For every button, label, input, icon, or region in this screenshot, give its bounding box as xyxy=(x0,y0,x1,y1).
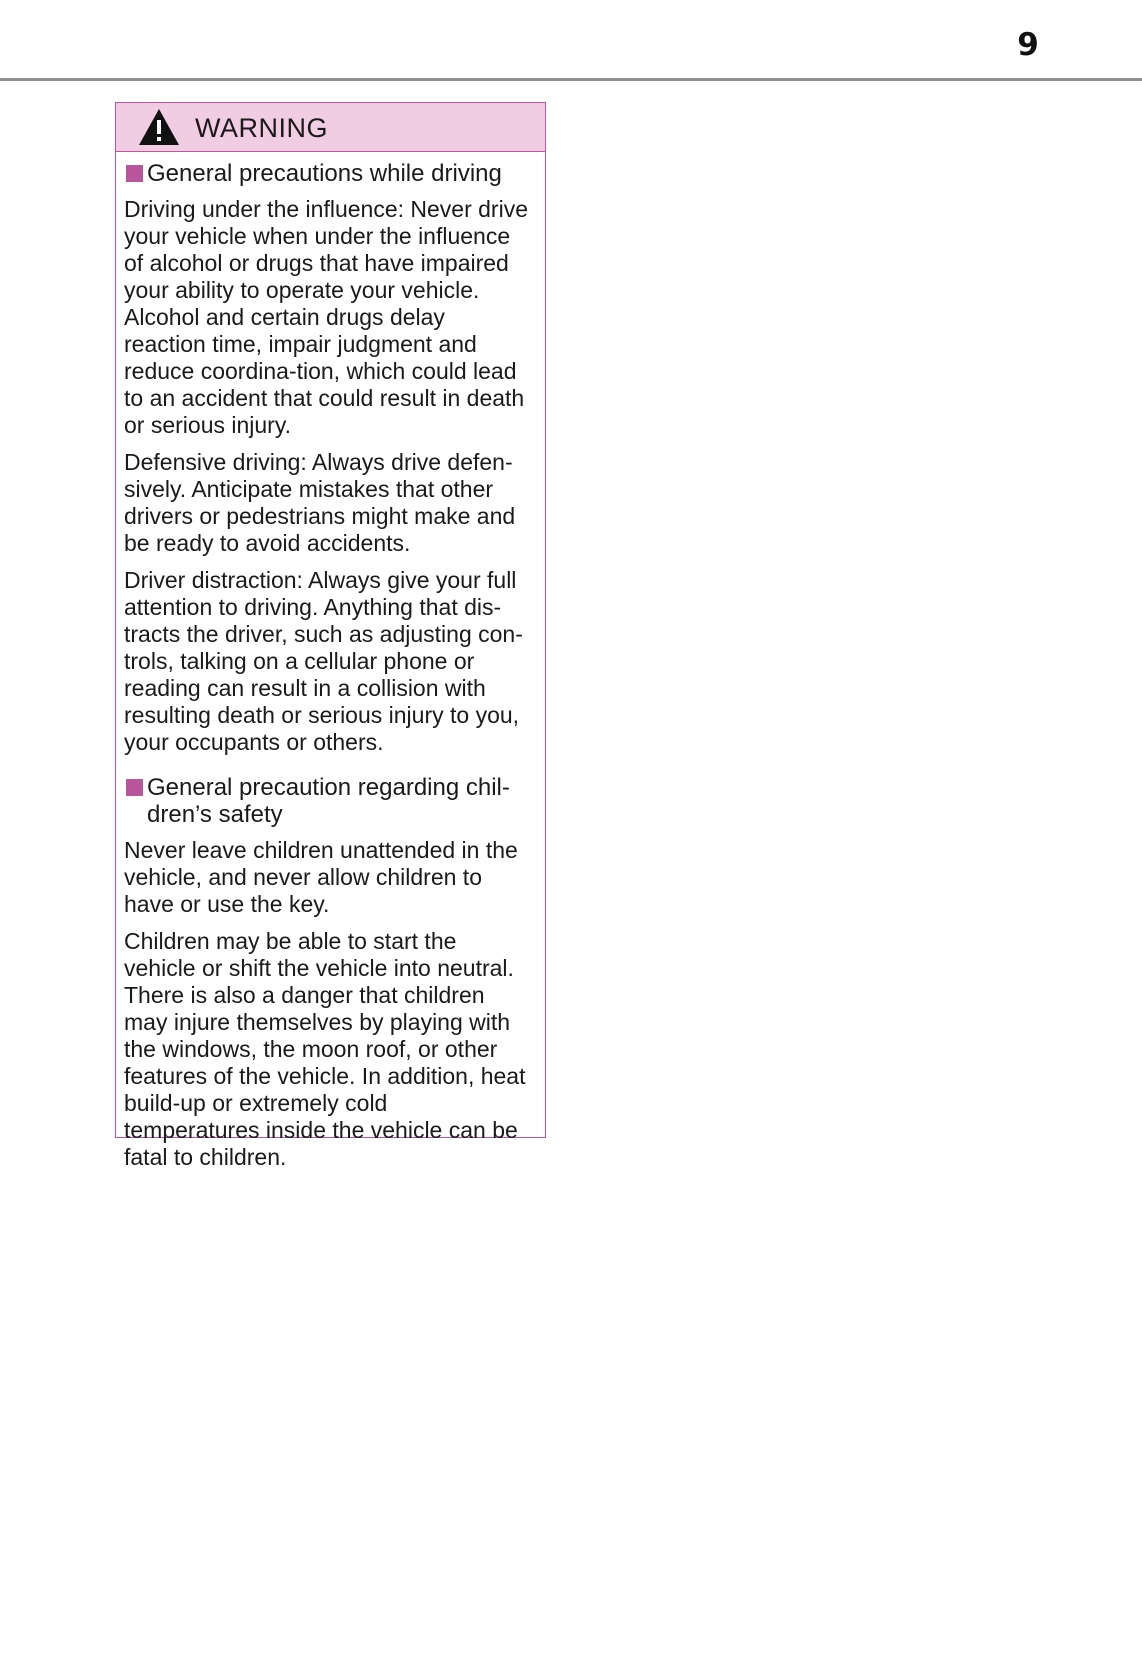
paragraph-driving-influence: Driving under the influence: Never drive your vehicle when under the influence of alcohol or drugs that have impaired your ability to operate your vehicle. Alcohol and certain drugs delay reaction time, impair judgment and reduce coordina-tion, which could lead to an accident that could result in death or serious injury. xyxy=(124,196,528,438)
paragraph-driver-distraction: Driver distraction: Always give your full attention to driving. Anything that dis-tracts the driver, such as adjusting con-trols, talking on a cellular phone or reading can result in a collision with resulting death or serious injury to you, your occupants or others. xyxy=(124,567,523,755)
warning-header xyxy=(116,103,545,152)
section-heading-children xyxy=(124,774,529,828)
paragraph-defensive-driving: Defensive driving: Always drive defen-sively. Anticipate mistakes that other drivers or pedestrians might make and be ready to avoid accidents. xyxy=(124,449,516,556)
warning-box xyxy=(115,102,546,1170)
paragraph-children-unattended: Never leave children unattended in the vehicle, and never allow children to have or use the key. xyxy=(124,837,518,917)
warning-title: WARNING xyxy=(195,112,328,143)
warning-content xyxy=(116,152,545,1171)
section-heading-driving xyxy=(124,160,529,187)
warning-triangle-icon xyxy=(138,108,180,146)
section-bullet-square xyxy=(126,165,143,182)
page-number: 9 xyxy=(1017,27,1039,63)
section-heading-text: General precautions while driving xyxy=(147,160,502,187)
header-rule xyxy=(0,78,1142,81)
paragraph-children-dangers: Children may be able to start the vehicle or shift the vehicle into neutral. There is also a danger that children may injure themselves by playing with the windows, the moon roof, or other features of the vehicle. In addition, heat build-up or extremely cold temperatures inside the vehicle can be fatal to children. xyxy=(124,928,526,1170)
section-heading-text: General precaution regarding chil-dren’s safety xyxy=(147,774,510,828)
section-bullet-square xyxy=(126,779,143,796)
